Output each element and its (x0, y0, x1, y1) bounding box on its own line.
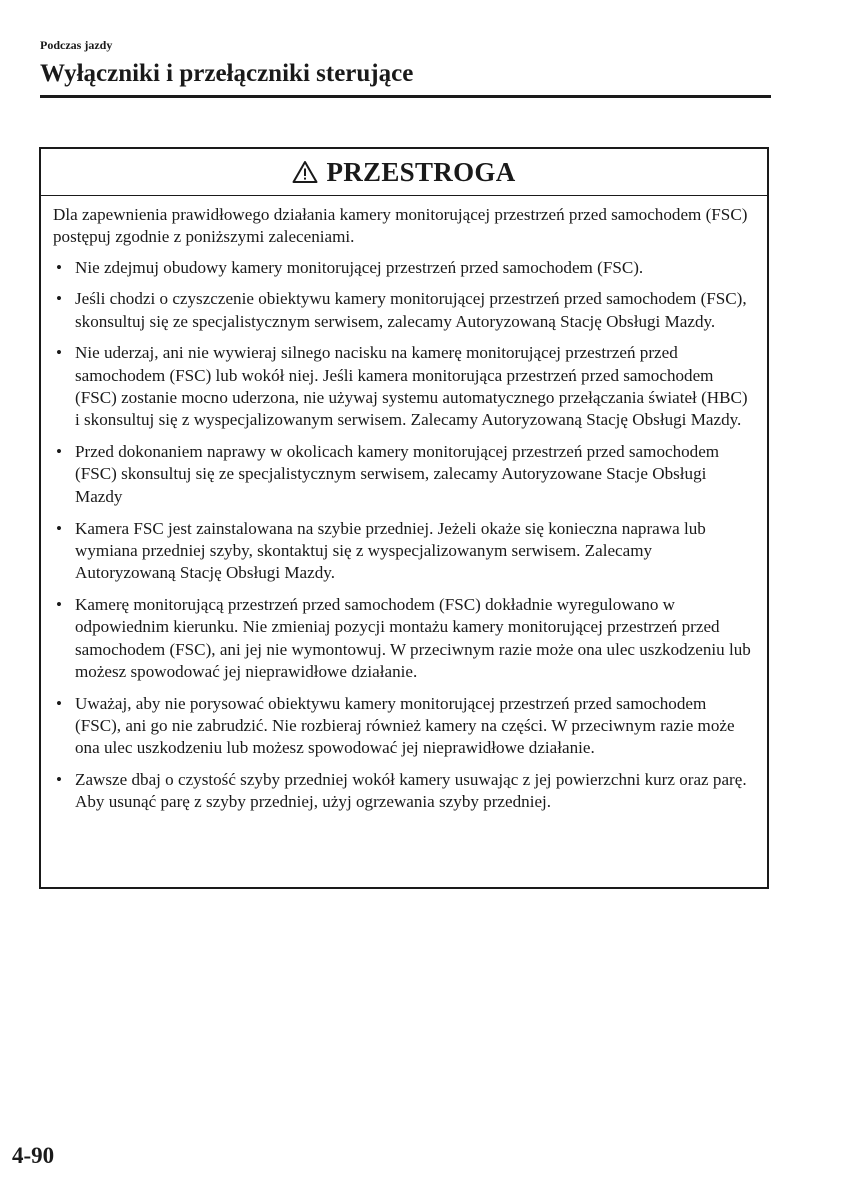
title-rule (40, 95, 771, 98)
caution-body (41, 196, 767, 814)
caution-list-item (53, 257, 755, 279)
warning-triangle-icon (292, 160, 318, 184)
caution-list-item (53, 693, 755, 760)
caution-title: PRZESTROGA (326, 156, 516, 187)
bullet-marker: • (56, 442, 62, 462)
caution-list (53, 257, 755, 814)
caution-box (39, 147, 769, 889)
caution-item-text: Przed dokonaniem naprawy w okolicach kamery monitorującej przestrzeń przed samochodem (FSC) skonsultuj się ze specjalistycznym serwisem, zalecamy Autoryzowane Stacje Obsługi Mazdy (75, 442, 720, 506)
bullet-marker: • (56, 518, 62, 538)
caution-list-item (53, 518, 755, 585)
caution-item-text: Jeśli chodzi o czyszczenie obiektywu kamery monitorującej przestrzeń przed samochodem (FSC), skonsultuj się ze specjalistycznym serwisem, zalecamy Autoryzowaną Stację Obsługi Mazdy. (75, 289, 747, 331)
caution-item-text: Nie zdejmuj obudowy kamery monitorującej przestrzeń przed samochodem (FSC). (75, 257, 644, 277)
caution-item-text: Kamera FSC jest zainstalowana na szybie przedniej. Jeżeli okaże się konieczna naprawa lub wymiana przedniej szyby, skontaktuj się z wyspecjalizowanym serwisem. Zalecamy Autoryzowaną Stację Obsługi Mazdy. (75, 518, 706, 583)
bullet-marker: • (56, 770, 62, 790)
bullet-marker: • (56, 289, 62, 309)
bullet-marker: • (56, 693, 62, 713)
page-title: Wyłączniki i przełączniki sterujące (40, 60, 414, 87)
caution-list-item (53, 342, 755, 431)
caution-item-text: Kamerę monitorującą przestrzeń przed samochodem (FSC) dokładnie wyregulowano w odpowiednim kierunku. Nie zmieniaj pozycji montażu kamery monitorującej przestrzeń przed samochodem (FSC), ani jej nie wymontowuj. W przeciwnym razie może ona ulec uszkodzeniu lub możesz spowodować jej nieprawidłowe działanie. (75, 594, 751, 681)
bullet-marker: • (56, 594, 62, 614)
caution-item-text: Nie uderzaj, ani nie wywieraj silnego nacisku na kamerę monitorującej przestrzeń przed samochodem (FSC) lub wokół niej. Jeśli kamera monitorująca przestrzeń przed samochodem (FSC) zostanie mocno uderzona, nie używaj systemu automatycznego przełączania świateł (HBC) i skonsultuj się z wyspecjalizowanym serwisem. Zalecamy Autoryzowaną Stację Obsługi Mazdy. (75, 343, 748, 430)
caution-list-item (53, 288, 755, 333)
caution-item-text: Zawsze dbaj o czystość szyby przedniej wokół kamery usuwając z jej powierzchni kurz oraz parę. Aby usunąć parę z szyby przedniej, użyj ogrzewania szyby przedniej. (75, 770, 747, 812)
page-number: 4-90 (12, 1143, 55, 1168)
caution-list-item (53, 594, 755, 683)
caution-list-item (53, 769, 755, 814)
caution-item-text: Uważaj, aby nie porysować obiektywu kamery monitorującej przestrzeń przed samochodem (FSC), ani go nie zabrudzić. Nie rozbieraj również kamery na części. W przeciwnym razie może ona ulec uszkodzeniu lub możesz spowodować jej nieprawidłowe działanie. (75, 693, 735, 758)
section-label: Podczas jazdy (40, 38, 113, 52)
bullet-marker: • (56, 343, 62, 363)
caution-list-item (53, 441, 755, 508)
caution-intro: Dla zapewnienia prawidłowego działania kamery monitorującej przestrzeń przed samochodem (FSC) postępuj zgodnie z poniższymi zaleceniami. (53, 205, 748, 247)
bullet-marker: • (56, 257, 62, 277)
caution-header (41, 149, 767, 196)
